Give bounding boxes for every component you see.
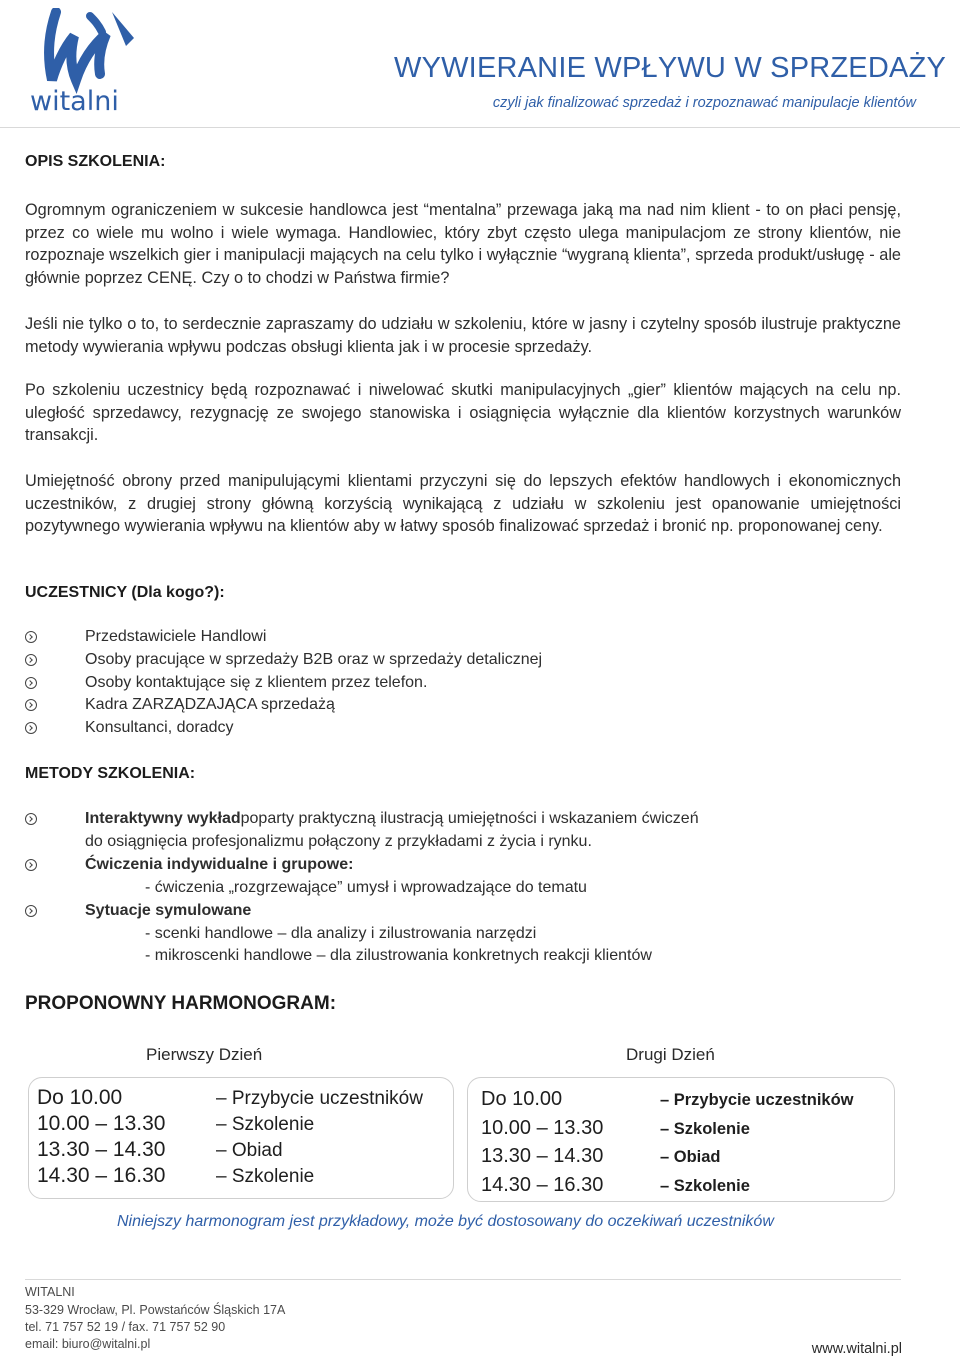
chevron-right-icon [25,654,37,666]
method-subitem: - mikroscenki handlowe – dla zilustrowania konkretnych reakcji klientów [145,947,652,964]
day1-label: Pierwszy Dzień [146,1045,263,1064]
paragraph-4: Umiejętność obrony przed manipulującymi klientami przyczyni się do lepszych efektów handlowych i ekonomicznych uczestników, z drugiej strony główną korzyścią wynikającą z udziału w szkoleniu jest opanowanie umiejętności pozytywnego wywierania wpływu na klientów aby w łatwy sposób finalizować sprzedaż i bronić np. proponowanej ceny. [25,472,901,535]
chevron-right-icon [25,722,37,734]
paragraph-1: Ogromnym ograniczeniem w sukcesie handlowca jest “mentalna” przewaga jaką ma nad nim klient - to on płaci pensję, przez co wiele mu wolno i wiele wymaga. Handlowiec, który zbyt często ulega manipulacjom ze strony klientów, nie rozpoznaje wszelkich gier i manipulacji mających na celu tylko i wyłącznie “wygraną klienta”, sprzeda produkt/usługę - ale głównie poprzez CENĘ. Czy o to chodzi w Państwa firmie? [25,201,901,287]
schedule-desc: – Przybycie uczestników [216,1088,423,1109]
section-heading-uczestnicy: UCZESTNICY (Dla kogo?): [25,584,225,601]
header-divider [0,127,960,128]
schedule-note: Niniejszy harmonogram jest przykładowy, może być dostosowany do oczekiwań uczestników [117,1213,774,1230]
chevron-right-icon [25,677,37,689]
paragraph-3: Po szkoleniu uczestnicy będą rozpoznawać i niwelować skutki manipulacyjnych „gier” klientów mających na celu np. uległość sprzedawcy, rezygnację ze swojego stanowiska i osiągnięcia wyłącznie dla klientów korzystnych warunków transakcji. [25,381,901,444]
method-subitem: - ćwiczenia „rozgrzewające” umysł i wprowadzające do tematu [145,879,587,896]
schedule-time: Do 10.00 [481,1088,563,1110]
schedule-desc: – Szkolenie [660,1120,750,1138]
witalni-logo [30,8,140,118]
chevron-right-icon [25,905,37,917]
footer-phone: tel. 71 757 52 19 / fax. 71 757 52 90 [25,1320,226,1334]
section-heading-harmonogram: PROPONOWNY HARMONOGRAM: [25,993,337,1014]
schedule-time: 10.00 – 13.30 [481,1117,604,1139]
chevron-right-icon [25,631,37,643]
chevron-right-icon [25,859,37,871]
schedule-desc: – Obiad [660,1148,721,1166]
day2-schedule-box [467,1077,895,1202]
schedule-desc: – Obiad [216,1140,283,1161]
method-text-line2: do osiągnięcia profesjonalizmu połączony z przykładami z życia i rynku. [85,833,592,850]
logo-text: witalni [30,86,119,117]
footer-divider [25,1279,901,1280]
schedule-desc: – Szkolenie [660,1177,750,1195]
day2-label: Drugi Dzień [626,1045,715,1064]
chevron-right-icon [25,813,37,825]
page-subtitle: czyli jak finalizować sprzedaż i rozpoznawać manipulacje klientów [492,95,916,111]
schedule-time: 13.30 – 14.30 [481,1145,604,1167]
method-text: poparty praktyczną ilustracją umiejętności i wskazaniem ćwiczeń [240,810,699,827]
paragraph-2: Jeśli nie tylko o to, to serdecznie zapraszamy do udziału w szkoleniu, które w jasny i czytelny sposób ilustruje praktyczne metody wywierania wpływu podczas obsługi klienta jak i w procesie sprzedaży. [25,315,901,356]
schedule-desc: – Szkolenie [216,1114,315,1135]
schedule-time: 10.00 – 13.30 [37,1112,166,1135]
footer-address: 53-329 Wrocław, Pl. Powstańców Śląskich 17A [25,1303,286,1317]
day1-schedule-box [28,1077,454,1199]
section-heading-opis: OPIS SZKOLENIA: [25,153,166,170]
method-title: Sytuacje symulowane [85,902,252,919]
schedule-time: 14.30 – 16.30 [481,1174,604,1196]
schedule-desc: – Szkolenie [216,1166,315,1187]
schedule-time: Do 10.00 [37,1086,123,1109]
schedule-time: 13.30 – 14.30 [37,1138,166,1161]
method-title: Interaktywny wykład [85,810,241,827]
schedule-desc: – Przybycie uczestników [660,1091,854,1109]
chevron-right-icon [25,699,37,711]
method-title: Ćwiczenia indywidualne i grupowe: [85,856,354,873]
method-subitem: - scenki handlowe – dla analizy i zilustrowania narzędzi [145,925,537,942]
footer-company: WITALNI [25,1285,75,1299]
page-title: WYWIERANIE WPŁYWU W SPRZEDAŻY [394,52,946,84]
section-heading-metody: METODY SZKOLENIA: [25,765,196,782]
schedule-time: 14.30 – 16.30 [37,1164,166,1187]
footer-website-link[interactable]: www.witalni.pl [811,1341,902,1357]
footer-email[interactable]: email: biuro@witalni.pl [25,1337,151,1351]
